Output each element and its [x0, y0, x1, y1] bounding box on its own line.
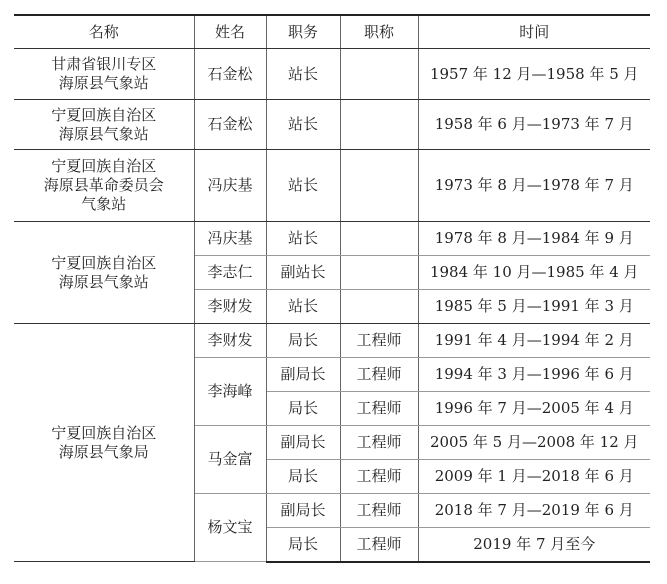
name-cell: 马金富: [194, 426, 266, 494]
duty-cell: 副局长: [266, 426, 340, 460]
title-cell: [340, 290, 418, 324]
time-cell: 1958 年 6 月—1973 年 7 月: [418, 100, 650, 150]
unit-line: 海原县气象站: [58, 124, 149, 143]
table-row: [14, 324, 650, 358]
table-row: [14, 100, 650, 150]
time-cell: 1985 年 5 月—1991 年 3 月: [418, 290, 650, 324]
time-cell: 1996 年 7 月—2005 年 4 月: [418, 392, 650, 426]
unit-cell: [14, 324, 194, 562]
time-cell: 2009 年 1 月—2018 年 6 月: [418, 460, 650, 494]
duty-cell: 局长: [266, 460, 340, 494]
duty-cell: 站长: [266, 290, 340, 324]
title-cell: 工程师: [340, 460, 418, 494]
time-cell: 1984 年 10 月—1985 年 4 月: [418, 256, 650, 290]
unit-line: 宁夏回族自治区: [51, 157, 157, 175]
time-cell: 1978 年 8 月—1984 年 9 月: [418, 222, 650, 256]
duty-cell: 站长: [266, 150, 340, 222]
title-cell: [340, 100, 418, 150]
header-row: [14, 15, 650, 49]
unit-cell: [14, 150, 194, 222]
title-cell: 工程师: [340, 358, 418, 392]
duty-cell: 局长: [266, 528, 340, 562]
leadership-table: [14, 14, 650, 563]
name-cell: 冯庆基: [194, 222, 266, 256]
table-row: [14, 49, 650, 100]
unit-cell: [14, 49, 194, 100]
time-cell: 1973 年 8 月—1978 年 7 月: [418, 150, 650, 222]
header-time: 时间: [418, 15, 650, 49]
duty-cell: 副局长: [266, 494, 340, 528]
unit-cell: [14, 222, 194, 324]
unit-line: 海原县气象站: [58, 74, 149, 92]
title-cell: 工程师: [340, 494, 418, 528]
header-title: 职称: [340, 15, 418, 49]
title-cell: 工程师: [340, 426, 418, 460]
unit-line: 宁夏回族自治区: [51, 253, 157, 272]
name-cell: 李志仁: [194, 256, 266, 290]
table-row: [14, 222, 650, 256]
name-cell: 李财发: [194, 324, 266, 358]
duty-cell: 局长: [266, 324, 340, 358]
unit-line: 气象站: [81, 195, 127, 213]
header-unit: 名称: [14, 15, 194, 49]
time-cell: 2018 年 7 月—2019 年 6 月: [418, 494, 650, 528]
name-cell: 李海峰: [194, 358, 266, 426]
time-cell: 1957 年 12 月—1958 年 5 月: [418, 49, 650, 100]
name-cell: 石金松: [194, 100, 266, 150]
title-cell: 工程师: [340, 392, 418, 426]
duty-cell: 站长: [266, 100, 340, 150]
unit-cell: [14, 100, 194, 150]
duty-cell: 副局长: [266, 358, 340, 392]
unit-line: 宁夏回族自治区: [51, 423, 157, 442]
time-cell: 1994 年 3 月—1996 年 6 月: [418, 358, 650, 392]
title-cell: 工程师: [340, 324, 418, 358]
unit-line: 宁夏回族自治区: [51, 105, 157, 124]
unit-line: 海原县革命委员会: [43, 176, 164, 194]
duty-cell: 副站长: [266, 256, 340, 290]
time-cell: 1991 年 4 月—1994 年 2 月: [418, 324, 650, 358]
title-cell: [340, 256, 418, 290]
table-row: [14, 150, 650, 222]
time-cell: 2019 年 7 月至今: [418, 528, 650, 562]
title-cell: [340, 150, 418, 222]
name-cell: 石金松: [194, 49, 266, 100]
name-cell: 李财发: [194, 290, 266, 324]
header-duty: 职务: [266, 15, 340, 49]
title-cell: 工程师: [340, 528, 418, 562]
title-cell: [340, 49, 418, 100]
time-cell: 2005 年 5 月—2008 年 12 月: [418, 426, 650, 460]
unit-line: 海原县气象局: [58, 442, 149, 461]
duty-cell: 站长: [266, 49, 340, 100]
name-cell: 杨文宝: [194, 494, 266, 562]
header-name: 姓名: [194, 15, 266, 49]
duty-cell: 站长: [266, 222, 340, 256]
title-cell: [340, 222, 418, 256]
unit-line: 甘肃省银川专区: [51, 55, 157, 73]
duty-cell: 局长: [266, 392, 340, 426]
unit-line: 海原县气象站: [58, 272, 149, 291]
name-cell: 冯庆基: [194, 150, 266, 222]
